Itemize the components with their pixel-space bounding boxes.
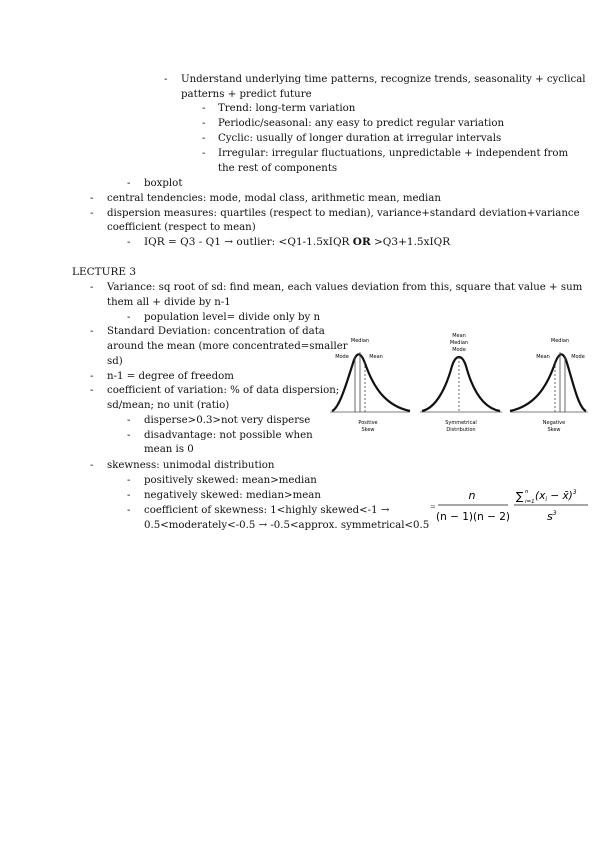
list-item: dispersion measures: quartiles (respect to median), variance+standard deviation+variance [107,208,580,219]
skew-distribution-figure [328,328,590,446]
caption: Symmetrical [445,420,477,426]
median-label: Median [350,338,370,344]
list-item: population level= divide only by n [144,312,321,323]
mode-label: Mode [571,354,585,360]
bullet-dash: - [127,312,131,323]
bullet-dash: - [90,371,94,382]
caption: Distribution [446,427,476,433]
bullet-dash: - [127,430,131,441]
iqr-formula: IQR = Q3 - Q1 → outlier: <Q1-1.5xIQR OR >Q3+1.5xIQR [144,236,451,248]
bullet-dash: - [127,415,131,426]
formula-prefix-dot: = [430,503,436,511]
list-item: n-1 = degree of freedom [107,371,234,382]
bullet-dash: - [90,326,94,337]
list-item: Variance: sq root of sd: find mean, each values deviation from this, square that value + sum [107,282,583,293]
bullet-dash: - [90,208,94,219]
text-line: them all + divide by n-1 [107,297,231,308]
bullet-dash: - [90,460,94,471]
list-item: skewness: unimodal distribution [107,460,275,471]
text-line: mean is 0 [144,444,194,455]
list-item: coefficient of variation: % of data dispersion; [107,385,340,396]
skewness-formula [428,486,590,528]
mean-label: Mean [369,354,383,360]
caption: Skew [547,427,561,433]
list-item: central tendencies: mode, modal class, arithmetic mean, median [107,193,441,204]
sum-upper: n [525,489,529,495]
list-item: Trend: long-term variation [218,103,356,114]
bullet-dash: - [127,237,131,248]
bullet-dash: - [127,178,131,189]
list-item: Cyclic: usually of longer duration at irregular intervals [218,133,502,144]
caption: Negative [542,420,566,426]
text-line: sd) [107,356,123,367]
bullet-dash: - [202,148,206,159]
negative-skew-panel [510,338,588,433]
mean-label: Mean [536,354,550,360]
section-heading: LECTURE 3 [72,266,137,278]
bullet-dash: - [127,475,131,486]
formula-denominator: (n − 1)(n − 2) [435,511,511,523]
median-label: Median [550,338,570,344]
bullet-dash: - [127,505,131,516]
list-item: positively skewed: mean>median [144,475,317,486]
list-item: disperse>0.3>not very disperse [144,415,311,426]
formula-n: n [468,489,476,502]
caption: Positive [358,420,378,426]
text-line: sd/mean; no unit (ratio) [107,400,230,411]
median-label: Median [449,340,469,346]
sum-lower: i=1 [525,499,535,505]
caption: Skew [361,427,375,433]
text-line: coefficient (respect to mean) [107,222,256,233]
bullet-dash: - [164,74,168,85]
formula-s: $s^3$ [547,510,557,523]
mode-label: Mode [452,347,466,353]
text-line: around the mean (more concentrated=smaller [107,341,348,352]
bullet-dash: - [202,103,206,114]
bullet-dash: - [202,133,206,144]
bullet-dash: - [90,385,94,396]
symmetric-panel [420,333,502,433]
text-line: the rest of components [218,163,338,174]
list-item: boxplot [144,178,183,189]
text-line: Understand underlying time patterns, recognize trends, seasonality + cyclical [181,74,586,85]
mode-label: Mode [335,354,349,360]
bullet-dash: - [90,193,94,204]
text-line: patterns + predict future [181,89,312,100]
bullet-dash: - [90,282,94,293]
list-item: Standard Deviation: concentration of data [107,326,325,337]
bullet-dash: - [127,490,131,501]
sum-body: (xi − x̄)$^3$ [535,489,577,503]
list-item: disadvantage: not possible when [144,430,313,441]
list-item: negatively skewed: median>mean [144,490,321,501]
list-item: Irregular: irregular fluctuations, unpredictable + independent from [218,148,569,159]
text-line: 0.5<moderately<-0.5 → -0.5<approx. symmetrical<0.5 [144,520,430,531]
mean-label: Mean [452,333,466,339]
list-item: coefficient of skewness: 1<highly skewed<-1 → [144,505,390,516]
sigma-symbol: ∑ [516,490,524,503]
positive-skew-panel [330,338,410,433]
bullet-dash: - [202,118,206,129]
list-item: Periodic/seasonal: any easy to predict regular variation [218,118,505,129]
